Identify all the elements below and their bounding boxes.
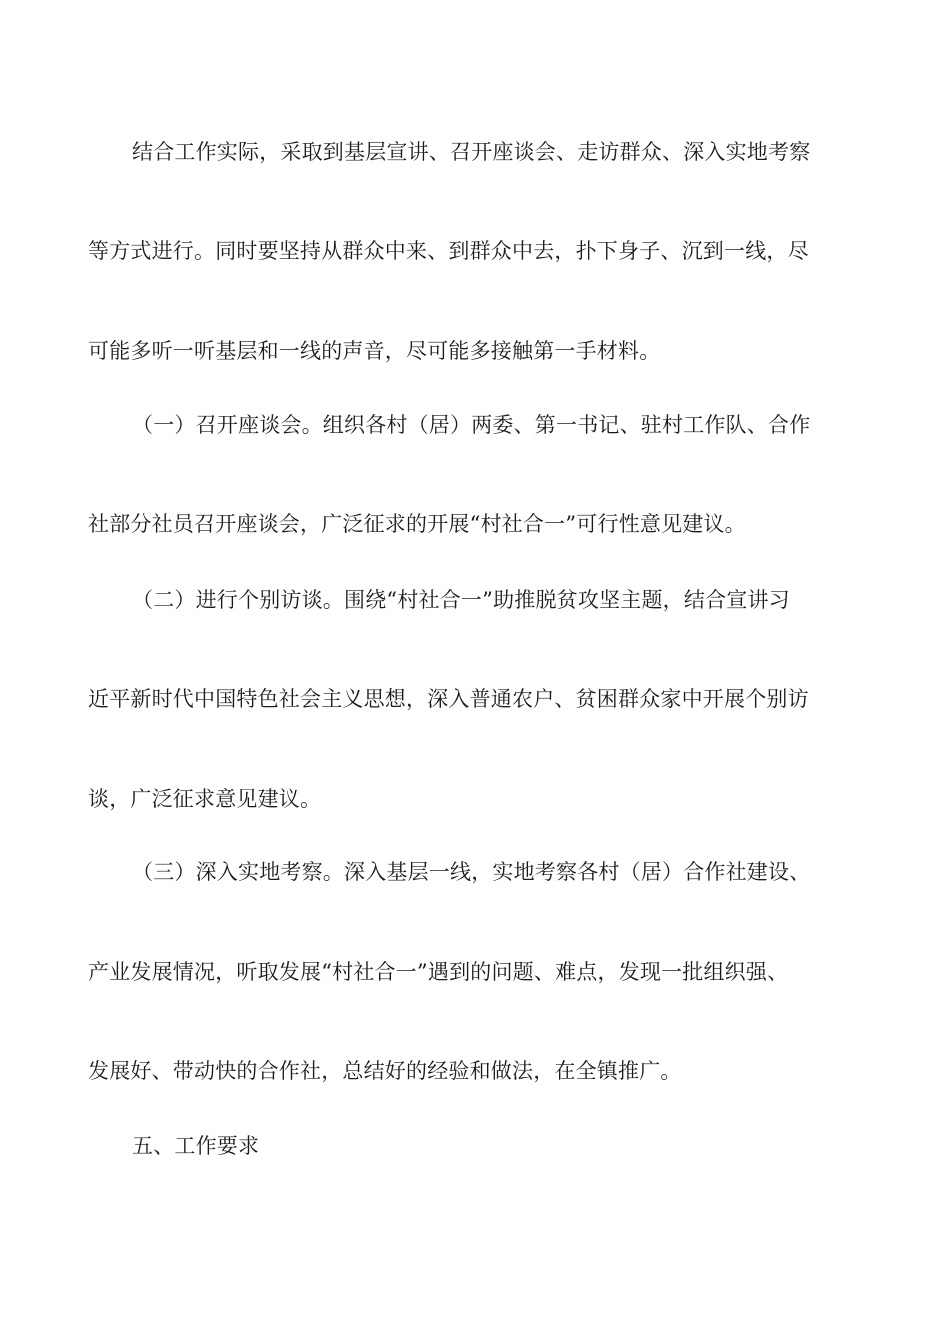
paragraph-line: 结合工作实际，采取到基层宣讲、召开座谈会、走访群众、深入实地考察: [132, 140, 811, 164]
paragraph-line: 可能多听一听基层和一线的声音，尽可能多接触第一手材料。: [88, 339, 661, 363]
paragraph-line: 谈，广泛征求意见建议。: [88, 787, 322, 811]
paragraph-line: 产业发展情况，听取发展“村社合一”遇到的问题、难点，发现一批组织强、: [88, 960, 789, 984]
paragraph-line: 发展好、带动快的合作社，总结好的经验和做法，在全镇推广。: [88, 1059, 682, 1083]
paragraph-line: 等方式进行。同时要坚持从群众中来、到群众中去，扑下身子、沉到一线，尽: [88, 239, 809, 263]
paragraph-line: 近平新时代中国特色社会主义思想，深入普通农户、贫困群众家中开展个别访: [88, 687, 809, 711]
section-heading: 五、工作要求: [132, 1134, 260, 1158]
paragraph-line: （二）进行个别访谈。围绕“村社合一”助推脱贫攻坚主题，结合宣讲习: [132, 588, 790, 612]
paragraph-line: （一）召开座谈会。组织各村（居）两委、第一书记、驻村工作队、合作: [132, 413, 811, 437]
paragraph-line: （三）深入实地考察。深入基层一线，实地考察各村（居）合作社建设、: [132, 860, 811, 884]
paragraph-line: 社部分社员召开座谈会，广泛征求的开展“村社合一”可行性意见建议。: [88, 512, 746, 536]
